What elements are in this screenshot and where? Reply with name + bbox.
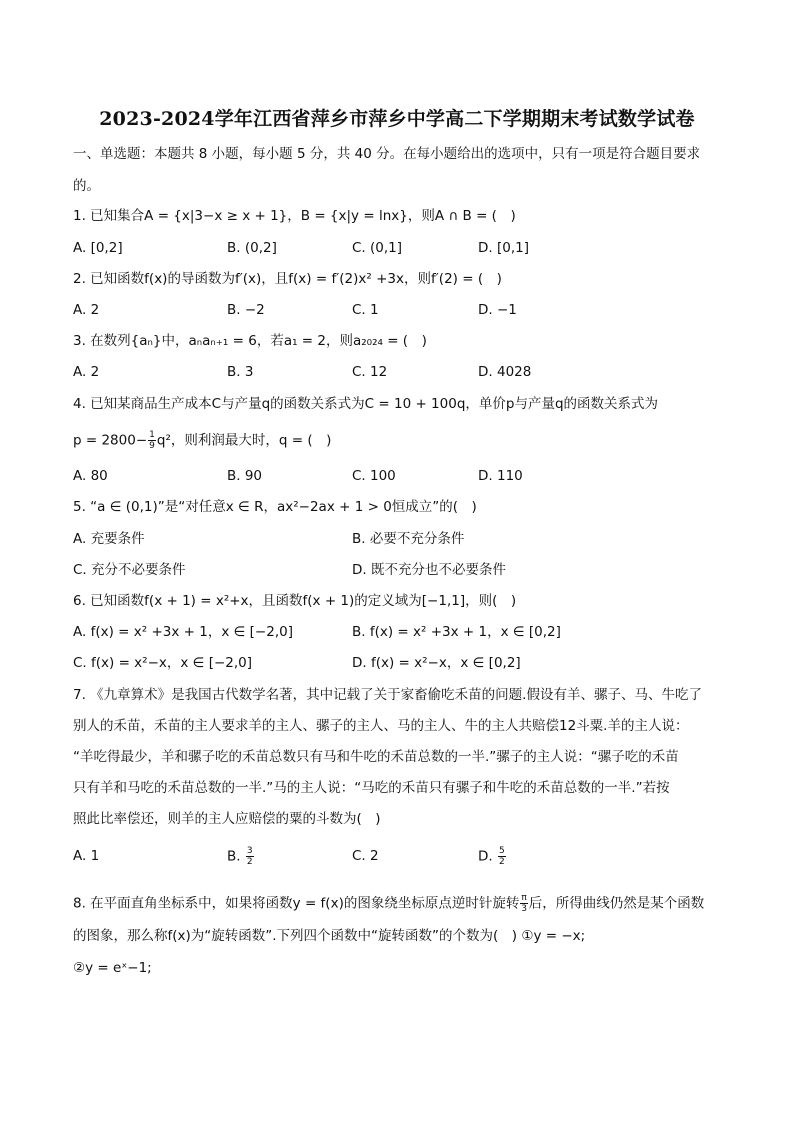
- question-7-option-b: B. $\frac{3}{2}$: [227, 846, 253, 867]
- question-6-option-c: C. f(x) = x²−x，x ∈ [−2,0]: [73, 655, 253, 671]
- question-4-option-a: A. 80: [73, 468, 108, 484]
- question-5-option-c: C. 充分不必要条件: [73, 562, 186, 578]
- question-8-stem-line-1: 8. 在平面直角坐标系中，如果将函数y = f(x)的图象绕坐标原点逆时针旋转 $\frac{\pi}{3}$ 后，所得曲线仍然是某个函数: [73, 893, 705, 914]
- question-2-stem: 2. 已知函数f(x)的导函数为f′(x)，且f(x) = f′(2)x² +3x，则f′(2) = ( ): [73, 271, 502, 287]
- question-5-option-b: B. 必要不充分条件: [352, 531, 465, 547]
- question-5-option-a: A. 充要条件: [73, 531, 145, 547]
- question-4-stem-cont: [73, 430, 744, 451]
- question-4-price-formula: p = 2800−: [73, 432, 148, 449]
- question-8-stem-line-2: 的图象，那么称f(x)为“旋转函数”.下列四个函数中“旋转函数”的个数为( ) ①y = −x;: [73, 928, 586, 944]
- question-4-option-c: C. 100: [352, 468, 396, 484]
- question-4-option-b: B. 90: [227, 468, 263, 484]
- question-7-option-c: C. 2: [352, 848, 379, 864]
- fraction: $\frac{3}{2}$: [246, 846, 253, 867]
- page-title: 2023-2024学年江西省萍乡市萍乡中学高二下学期期末考试数学试卷: [99, 108, 695, 130]
- fraction: $\frac{5}{2}$: [498, 846, 505, 867]
- question-5-option-d: D. 既不充分也不必要条件: [352, 562, 506, 578]
- question-1-option-a: A. [0,2]: [73, 240, 123, 256]
- question-8-stem-line-3: ②y = eˣ−1;: [73, 960, 152, 976]
- question-2-option-c: C. 1: [352, 302, 379, 318]
- section-instruction-cont: 的。: [73, 178, 100, 194]
- question-1-stem: 1. 已知集合A = {x|3−x ≥ x + 1}，B = {x|y = lnx}，则A ∩ B = ( ): [73, 208, 516, 224]
- question-7-stem-line-2: 别人的禾苗，禾苗的主人要求羊的主人、骡子的主人、马的主人、牛的主人共赔偿12斗粟.羊的主人说：: [73, 718, 689, 734]
- question-7-stem-line-3: “羊吃得最少，羊和骡子吃的禾苗总数只有马和牛吃的禾苗总数的一半.”骡子的主人说：“骡子吃的禾苗: [73, 749, 679, 765]
- question-6-stem: 6. 已知函数f(x + 1) = x²+x，且函数f(x + 1)的定义域为[−1,1]，则( ): [73, 593, 517, 609]
- question-3-stem: 3. 在数列{aₙ}中，aₙaₙ₊₁ = 6，若a₁ = 2，则a₂₀₂₄ = ( ): [73, 333, 427, 349]
- question-7-option-a: A. 1: [73, 848, 100, 864]
- question-7-stem-line-5: 照此比率偿还，则羊的主人应赔偿的粟的斗数为( ): [73, 811, 381, 827]
- question-5-stem: 5. “a ∈ (0,1)”是“对任意x ∈ R，ax²−2ax + 1 > 0恒成立”的( ): [73, 499, 477, 515]
- question-7-stem-line-4: 只有羊和马吃的禾苗总数的一半.”马的主人说：“马吃的禾苗只有骡子和牛吃的禾苗总数的一半.”若按: [73, 780, 670, 796]
- question-7-option-d: D. $\frac{5}{2}$: [478, 846, 505, 867]
- fraction: $\frac{\pi}{3}$: [521, 893, 527, 914]
- question-1-option-b: B. (0,2]: [227, 240, 277, 256]
- question-1-option-d: D. [0,1]: [478, 240, 529, 256]
- question-6-option-d: D. f(x) = x²−x，x ∈ [0,2]: [352, 655, 521, 671]
- question-4-ask: q²，则利润最大时，q = ( ): [156, 432, 332, 449]
- question-6-option-b: B. f(x) = x² +3x + 1，x ∈ [0,2]: [352, 624, 561, 640]
- question-7-stem-line-1: 7. 《九章算术》是我国古代数学名著，其中记载了关于家畜偷吃禾苗的问题.假设有羊、骡子、马、牛吃了: [73, 687, 702, 703]
- question-1-option-c: C. (0,1]: [352, 240, 403, 256]
- question-3-option-d: D. 4028: [478, 364, 532, 380]
- question-2-option-d: D. −1: [478, 302, 517, 318]
- question-2-option-b: B. −2: [227, 302, 265, 318]
- question-3-option-a: A. 2: [73, 364, 100, 380]
- question-2-option-a: A. 2: [73, 302, 100, 318]
- section-instruction: 一、单选题：本题共 8 小题，每小题 5 分，共 40 分。在每小题给出的选项中，只有一项是符合题目要求: [73, 146, 701, 162]
- fraction: $\frac{1}{9}$: [149, 430, 155, 451]
- question-4-stem: 4. 已知某商品生产成本C与产量q的函数关系式为C = 10 + 100q，单价p与产量q的函数关系式为: [73, 396, 659, 412]
- question-6-option-a: A. f(x) = x² +3x + 1，x ∈ [−2,0]: [73, 624, 293, 640]
- question-3-option-c: C. 12: [352, 364, 388, 380]
- question-3-option-b: B. 3: [227, 364, 254, 380]
- question-4-option-d: D. 110: [478, 468, 523, 484]
